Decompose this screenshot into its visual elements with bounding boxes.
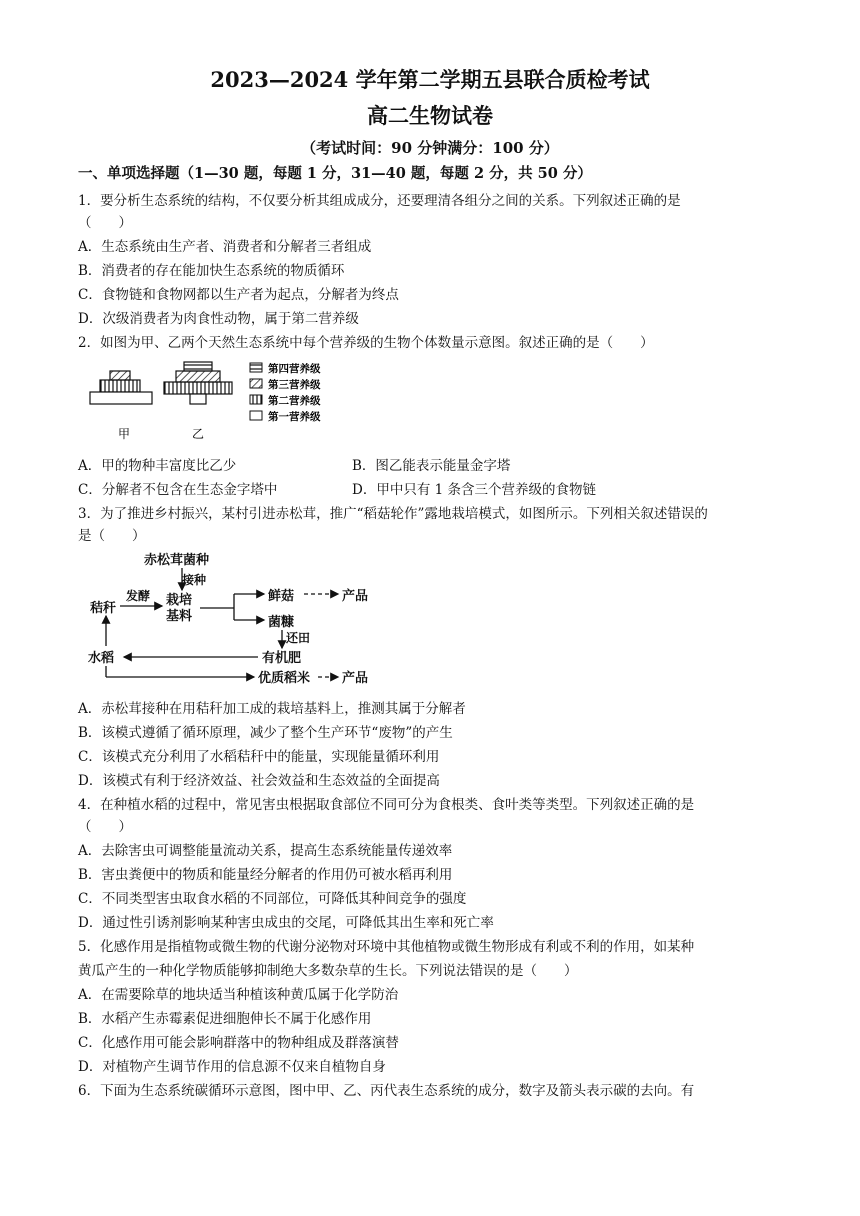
node-spawn: 赤松茸菌种 — [144, 553, 210, 568]
q3-stem: 3．为了推进乡村振兴，某村引进赤松茸，推广“稻菇轮作”露地栽培模式，如图所示。下列相关叙述错误的 — [78, 506, 708, 522]
q2-option-b: B．图乙能表示能量金字塔 — [352, 458, 511, 474]
node-residue: 菌糠 — [268, 615, 295, 630]
legend-level4: 第四营养级 — [268, 363, 321, 375]
legend-level3: 第三营养级 — [268, 379, 321, 391]
exam-info: （考试时间：90 分钟满分：100 分） — [301, 139, 559, 157]
legend-level2: 第二营养级 — [268, 395, 321, 407]
q5-stem: 5．化感作用是指植物或微生物的代谢分泌物对环境中其他植物或微生物形成有利或不利的作用，如某种 — [78, 939, 695, 955]
q5-option-c: C．化感作用可能会影响群落中的物种组成及群落演替 — [78, 1035, 399, 1051]
q5-option-b: B．水稻产生赤霉素促进细胞伸长不属于化感作用 — [78, 1011, 372, 1027]
q3-option-a: A．赤松茸接种在用秸秆加工成的栽培基料上，推测其属于分解者 — [78, 701, 466, 717]
jia-level2-bar — [100, 380, 140, 392]
yi-level2-bar — [164, 382, 232, 394]
q4-option-b: B．害虫粪便中的物质和能量经分解者的作用仍可被水稻再利用 — [78, 867, 453, 883]
q5-option-d: D．对植物产生调节作用的信息源不仅来自植物自身 — [78, 1059, 386, 1075]
label-jia: 甲 — [118, 427, 131, 441]
pyramid-yi — [164, 362, 232, 404]
q4-stem-cont: （ ） — [78, 819, 132, 835]
section-heading: 一、单项选择题（1—30 题，每题 1 分，31—40 题，每题 2 分，共 50 分） — [78, 165, 592, 182]
node-rice: 水稻 — [88, 651, 115, 666]
q1-stem-cont: （ ） — [78, 215, 132, 231]
node-straw: 秸秆 — [90, 601, 117, 616]
label-return: 还田 — [286, 631, 311, 645]
q1-option-c: C．食物链和食物网都以生产者为起点，分解者为终点 — [78, 287, 399, 303]
q5-stem-cont: 黄瓜产生的一种化学物质能够抑制绝大多数杂草的生长。下列说法错误的是（ ） — [78, 963, 578, 979]
node-substrate-2: 基料 — [166, 609, 193, 624]
node-product-2: 产品 — [342, 671, 369, 686]
q1-option-a: A．生态系统由生产者、消费者和分解者三者组成 — [78, 239, 372, 255]
q1-option-d: D．次级消费者为肉食性动物，属于第二营养级 — [78, 311, 359, 327]
q6-stem: 6．下面为生态系统碳循环示意图，图中甲、乙、丙代表生态系统的成分，数字及箭头表示碳的去向。有 — [78, 1083, 695, 1099]
node-product-1: 产品 — [342, 589, 369, 604]
label-ferment: 发酵 — [126, 589, 151, 603]
q4-option-c: C．不同类型害虫取食水稻的不同部位，可降低其种间竞争的强度 — [78, 891, 467, 907]
jia-level3-bar — [110, 371, 130, 380]
q2-option-c: C．分解者不包含在生态金字塔中 — [78, 482, 278, 498]
exam-subtitle: 高二生物试卷 — [367, 103, 493, 128]
q3-stem-cont: 是（ ） — [78, 528, 146, 544]
q3-option-d: D．该模式有利于经济效益、社会效益和生态效益的全面提高 — [78, 773, 440, 789]
pyramid-jia — [90, 371, 152, 404]
q2-stem: 2．如图为甲、乙两个天然生态系统中每个营养级的生物个体数量示意图。叙述正确的是（ ） — [78, 335, 654, 351]
q5-option-a: A．在需要除草的地块适当种植该种黄瓜属于化学防治 — [78, 987, 399, 1003]
legend-level1: 第一营养级 — [268, 411, 321, 423]
node-fertilizer: 有机肥 — [262, 651, 302, 666]
q1-stem: 1．要分析生态系统的结构，不仅要分析其组成成分，还要理清各组分之间的关系。下列叙述正确的是 — [78, 193, 681, 209]
q2-option-a: A．甲的物种丰富度比乙少 — [78, 458, 237, 474]
node-fresh: 鲜菇 — [268, 589, 295, 604]
yi-level1-bar — [190, 394, 206, 404]
q1-option-b: B．消费者的存在能加快生态系统的物质循环 — [78, 263, 345, 279]
q3-option-c: C．该模式充分利用了水稻秸秆中的能量，实现能量循环利用 — [78, 749, 440, 765]
label-yi: 乙 — [192, 427, 205, 441]
exam-title: 2023—2024 学年第二学期五县联合质检考试 — [210, 67, 650, 92]
node-substrate-1: 栽培 — [166, 593, 193, 608]
node-quality-rice: 优质稻米 — [258, 671, 311, 686]
q2-pyramid-figure — [88, 360, 348, 446]
q2-option-d: D．甲中只有 1 条含三个营养级的食物链 — [352, 482, 596, 498]
q4-option-d: D．通过性引诱剂影响某种害虫成虫的交尾，可降低其出生率和死亡率 — [78, 915, 494, 931]
yi-level3-bar — [176, 371, 220, 382]
jia-level1-bar — [90, 392, 152, 404]
yi-level4-bar — [184, 362, 212, 371]
label-inoculate: 接种 — [182, 573, 207, 587]
q3-flow-diagram — [86, 550, 386, 690]
pyramid-legend — [250, 362, 321, 423]
q4-option-a: A．去除害虫可调整能量流动关系，提高生态系统能量传递效率 — [78, 843, 453, 859]
q4-stem: 4．在种植水稻的过程中，常见害虫根据取食部位不同可分为食根类、食叶类等类型。下列叙述正确的是 — [78, 797, 695, 813]
q3-option-b: B．该模式遵循了循环原理，减少了整个生产环节“废物”的产生 — [78, 725, 453, 741]
